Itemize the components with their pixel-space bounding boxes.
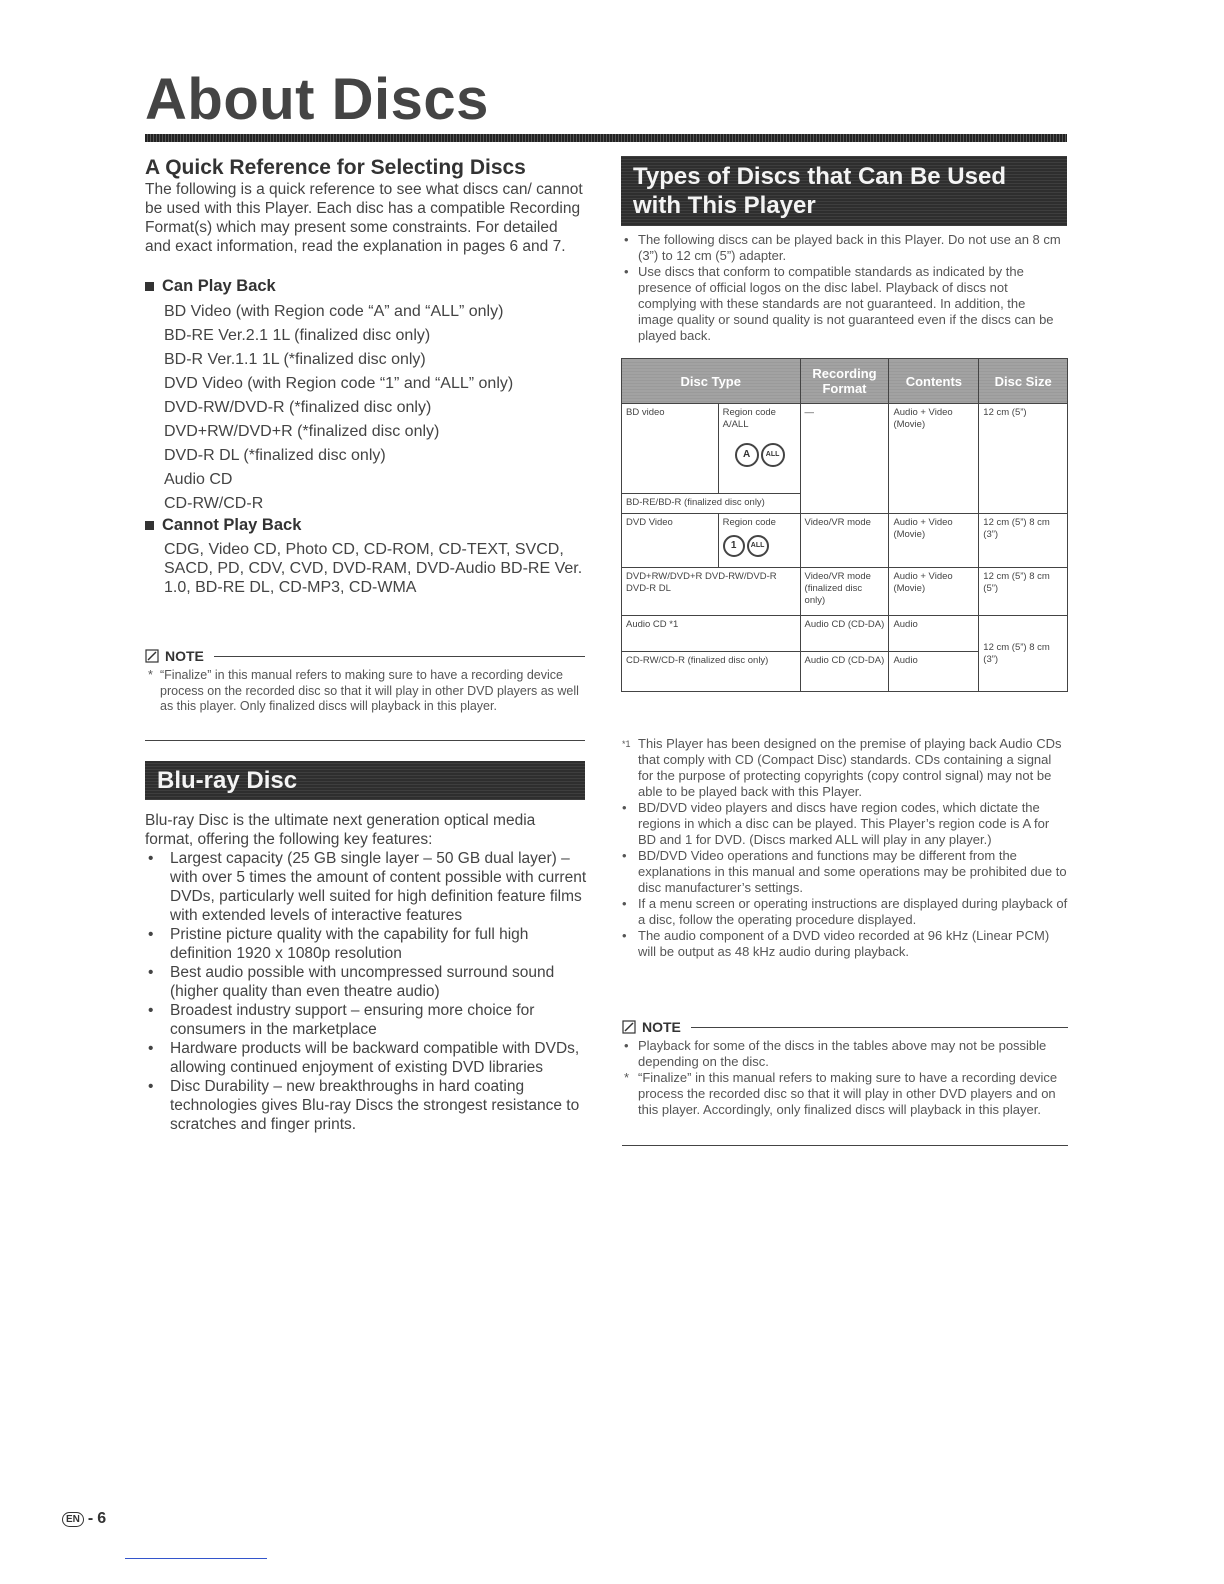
bd-region-logo bbox=[735, 443, 785, 467]
bullet-mark: • bbox=[622, 896, 627, 911]
header-recording-format: Recording Format bbox=[800, 359, 889, 404]
types-footnotes bbox=[622, 736, 1068, 960]
table-cell: Audio CD (CD-DA) bbox=[800, 616, 889, 652]
table-cell: Video/VR mode (finalized disc only) bbox=[800, 568, 889, 616]
list-item-text: BD/DVD Video operations and functions may be different from the explanations in this manual and some operations may be prohibited due to disc manufacturer’s settings. bbox=[638, 848, 1067, 895]
list-item bbox=[624, 1038, 1064, 1070]
list-item bbox=[148, 963, 588, 1001]
list-item bbox=[622, 848, 1068, 896]
bluray-features bbox=[148, 849, 588, 1134]
table-row bbox=[622, 616, 1068, 652]
can-play-heading bbox=[145, 277, 276, 296]
header-disc-type: Disc Type bbox=[622, 359, 801, 404]
table-cell: BD-RE/BD-R (finalized disc only) bbox=[622, 494, 801, 514]
list-item: BD-RE Ver.2.1 1L (finalized disc only) bbox=[164, 327, 431, 344]
page-number bbox=[62, 1510, 106, 1528]
note-body bbox=[148, 668, 592, 715]
note-divider bbox=[691, 1027, 1068, 1028]
title-rule bbox=[145, 134, 1067, 142]
table-cell: 12 cm (5”) 8 cm (5”) bbox=[979, 568, 1068, 616]
bullet-mark: • bbox=[624, 264, 629, 279]
region-a-globe-icon: A bbox=[735, 443, 759, 467]
list-item-text: Playback for some of the discs in the tables above may not be possible depending on the disc. bbox=[638, 1038, 1047, 1069]
list-item-text: Hardware products will be backward compatible with DVDs, allowing continued enjoyment of existing DVD libraries bbox=[170, 1040, 580, 1076]
disc-types-table-wrap bbox=[621, 358, 1068, 692]
list-item bbox=[148, 849, 588, 925]
list-item: CD-RW/CD-R bbox=[164, 495, 264, 512]
bullet-mark: • bbox=[622, 800, 627, 815]
list-item bbox=[622, 800, 1068, 848]
page-bottom-link-rule bbox=[125, 1558, 267, 1559]
list-item-text: This Player has been designed on the premise of playing back Audio CDs that comply with CD (Compact Disc) standards. CDs containing a signal for the purpose of protecting copyrights (copy control signal) may not be able to be played back with this Player. bbox=[638, 736, 1062, 799]
cannot-play-heading-label: Cannot Play Back bbox=[162, 516, 302, 534]
note-bottom-rule bbox=[145, 740, 585, 741]
bullet-mark: • bbox=[148, 1040, 154, 1057]
table-cell bbox=[718, 404, 800, 494]
list-item-text: BD/DVD video players and discs have region codes, which dictate the regions in which a disc can be played. This Player’s region code is A for BD and 1 for DVD. (Discs marked ALL will play in any player.) bbox=[638, 800, 1050, 847]
list-item-text: Disc Durability – new breakthroughs in hard coating technologies gives Blu-ray Discs the strongest resistance to scratches and finger prints. bbox=[170, 1078, 580, 1133]
list-item bbox=[624, 264, 1064, 344]
list-item bbox=[148, 925, 588, 963]
list-item: Audio CD bbox=[164, 471, 233, 488]
table-cell: Audio CD (CD-DA) bbox=[800, 652, 889, 692]
table-cell: 12 cm (5”) 8 cm (3”) bbox=[979, 616, 1068, 692]
bluray-intro: Blu-ray Disc is the ultimate next generation optical media format, offering the following key features: bbox=[145, 812, 536, 848]
bullet-mark: • bbox=[622, 928, 627, 943]
footnote-mark: * bbox=[624, 1070, 630, 1085]
list-item-text: Best audio possible with uncompressed surround sound (higher quality than even theatre audio) bbox=[170, 964, 555, 1000]
list-item-text: If a menu screen or operating instructions are displayed during playback of a disc, follow the operating procedure displayed. bbox=[638, 896, 1068, 927]
bullet-mark: • bbox=[148, 1078, 154, 1095]
table-cell: 12 cm (5”) bbox=[979, 404, 1068, 514]
table-header-row bbox=[622, 359, 1068, 404]
dvd-region-logo bbox=[723, 535, 769, 557]
bullet-mark: • bbox=[148, 850, 154, 867]
table-cell: CD-RW/CD-R (finalized disc only) bbox=[622, 652, 801, 692]
cannot-play-list: CDG, Video CD, Photo CD, CD-ROM, CD-TEXT, SVCD, SACD, PD, CDV, CVD, DVD-RAM, DVD-Audio BD-RE Ver. 1.0, BD-RE DL, CD-MP3, CD-WMA bbox=[164, 541, 583, 596]
note-heading: NOTE bbox=[165, 648, 204, 664]
list-item-text: The audio component of a DVD video recorded at 96 kHz (Linear PCM) will be output as 48 kHz audio during playback. bbox=[638, 928, 1050, 959]
types-note-list bbox=[624, 1038, 1064, 1118]
list-item bbox=[148, 1077, 588, 1134]
can-play-list bbox=[164, 300, 584, 516]
note-header bbox=[145, 648, 585, 664]
list-item: BD Video (with Region code “A” and “ALL” only) bbox=[164, 303, 504, 320]
table-cell: Audio + Video (Movie) bbox=[889, 514, 979, 568]
table-cell bbox=[718, 514, 800, 568]
bd-region-label: Region code A/ALL bbox=[722, 407, 776, 430]
table-cell: Video/VR mode bbox=[800, 514, 889, 568]
table-cell: DVD Video bbox=[622, 514, 719, 568]
bullet-square-icon bbox=[145, 282, 154, 291]
types-note-header bbox=[622, 1019, 1068, 1035]
list-item bbox=[624, 232, 1064, 264]
types-note-bottom-rule bbox=[622, 1145, 1068, 1146]
region-all-globe-icon: ALL bbox=[761, 443, 785, 467]
page-number-sep: - bbox=[87, 1510, 94, 1527]
list-item: BD-R Ver.1.1 1L (*finalized disc only) bbox=[164, 351, 426, 368]
types-heading-line2: with This Player bbox=[633, 192, 816, 219]
footnote-mark: * bbox=[148, 668, 153, 682]
footnote-mark: *1 bbox=[622, 739, 631, 749]
note-pencil-icon bbox=[145, 649, 159, 663]
types-notes bbox=[624, 232, 1064, 344]
bullet-mark: • bbox=[148, 1002, 154, 1019]
table-cell: Audio CD *1 bbox=[622, 616, 801, 652]
types-banner bbox=[621, 156, 1067, 226]
can-play-heading-label: Can Play Back bbox=[162, 277, 276, 295]
dvd-region-label: Region code bbox=[722, 517, 776, 528]
note-heading: NOTE bbox=[642, 1019, 681, 1035]
types-heading bbox=[633, 162, 1006, 220]
bullet-mark: • bbox=[148, 964, 154, 981]
list-item-text: Use discs that conform to compatible standards as indicated by the presence of official logos on the disc label. Playback of discs not complying with these standards are not guaranteed. In addition, the image quality or sound quality is not guaranteed even if the discs can be played back. bbox=[638, 264, 1054, 343]
header-disc-size: Disc Size bbox=[979, 359, 1068, 404]
list-item: DVD-R DL (*finalized disc only) bbox=[164, 447, 386, 464]
types-heading-line1: Types of Discs that Can Be Used bbox=[633, 163, 1006, 190]
bullet-mark: • bbox=[622, 848, 627, 863]
table-cell: Audio bbox=[889, 652, 979, 692]
list-item-text: “Finalize” in this manual refers to making sure to have a recording device process the recorded disc so that it will play in other DVD players and on this player. Accordingly, only finalized discs will playback in this player. bbox=[638, 1070, 1058, 1117]
cannot-play-heading bbox=[145, 516, 301, 535]
bullet-mark: • bbox=[148, 926, 154, 943]
list-item bbox=[622, 928, 1068, 960]
region-all-globe-icon: ALL bbox=[747, 535, 769, 557]
quick-ref-heading: A Quick Reference for Selecting Discs bbox=[145, 156, 526, 179]
table-row bbox=[622, 514, 1068, 568]
disc-types-table bbox=[621, 358, 1068, 692]
list-item bbox=[624, 1070, 1064, 1118]
table-cell: Audio bbox=[889, 616, 979, 652]
list-item-text: Broadest industry support – ensuring more choice for consumers in the marketplace bbox=[170, 1002, 535, 1038]
header-contents: Contents bbox=[889, 359, 979, 404]
note-divider bbox=[214, 656, 585, 657]
list-item bbox=[622, 736, 1068, 800]
bluray-heading: Blu-ray Disc bbox=[157, 767, 298, 794]
note-text: “Finalize” in this manual refers to making sure to have a recording device process on the recorded disc so that it will play in other DVD players as well as this player. Only finalized discs will playback in this player. bbox=[160, 668, 579, 713]
table-row bbox=[622, 404, 1068, 494]
table-row bbox=[622, 568, 1068, 616]
table-cell: Audio + Video (Movie) bbox=[889, 568, 979, 616]
bullet-mark: • bbox=[624, 1038, 629, 1053]
bluray-banner bbox=[145, 761, 585, 800]
list-item bbox=[622, 896, 1068, 928]
table-cell: BD video bbox=[622, 404, 719, 494]
list-item-text: Pristine picture quality with the capability for full high definition 1920 x 1080p resolution bbox=[170, 926, 529, 962]
list-item: DVD-RW/DVD-R (*finalized disc only) bbox=[164, 399, 432, 416]
table-cell: DVD+RW/DVD+R DVD-RW/DVD-R DVD-R DL bbox=[622, 568, 801, 616]
bullet-mark: • bbox=[624, 232, 629, 247]
note-pencil-icon bbox=[622, 1020, 636, 1034]
table-cell: Audio + Video (Movie) bbox=[889, 404, 979, 514]
list-item bbox=[148, 1001, 588, 1039]
list-item: DVD+RW/DVD+R (*finalized disc only) bbox=[164, 423, 440, 440]
page-number-value: 6 bbox=[97, 1510, 107, 1527]
page-title: About Discs bbox=[145, 67, 489, 132]
table-cell: — bbox=[800, 404, 889, 514]
bullet-square-icon bbox=[145, 521, 154, 530]
table-cell: 12 cm (5”) 8 cm (3”) bbox=[979, 514, 1068, 568]
list-item: DVD Video (with Region code “1” and “ALL” only) bbox=[164, 375, 514, 392]
quick-ref-intro: The following is a quick reference to see what discs can/ cannot be used with this Player. Each disc has a compatible Recording Format(s) which may present some constraints. For detailed and exact information, read the explanation in pages 6 and 7. bbox=[145, 181, 583, 255]
list-item-text: Largest capacity (25 GB single layer – 50 GB dual layer) – with over 5 times the amount of content possible with current DVDs, particularly well suited for high definition feature films with extended levels of interactive features bbox=[170, 850, 587, 924]
region-1-globe-icon: 1 bbox=[723, 535, 745, 557]
language-badge: EN bbox=[62, 1512, 84, 1527]
list-item-text: The following discs can be played back in this Player. Do not use an 8 cm (3”) to 12 cm (5”) adapter. bbox=[638, 232, 1061, 263]
list-item bbox=[148, 1039, 588, 1077]
